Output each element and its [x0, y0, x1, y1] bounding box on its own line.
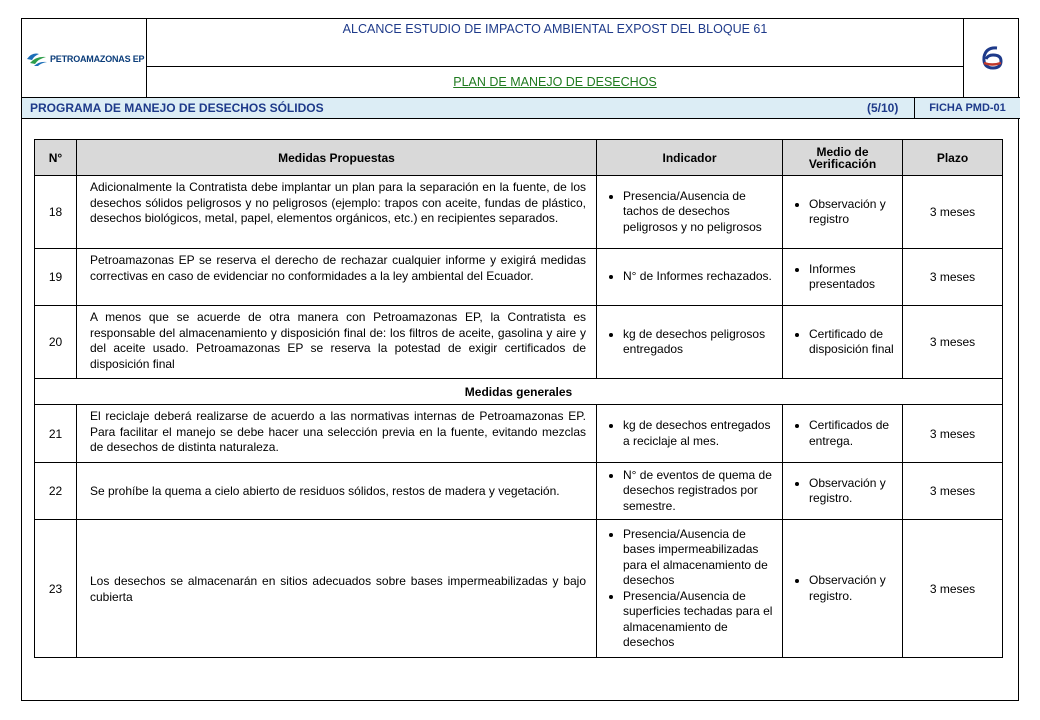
verification-cell	[783, 405, 903, 463]
column-header: Plazo	[903, 140, 1003, 176]
term-cell: 3 meses	[903, 520, 1003, 658]
measure-text: Petroamazonas EP se reserva el derecho de rechazar cualquier informe y exigirá medidas correctivas en caso de evidenciar no conformidades a la ley ambiental del Ecuador.	[77, 249, 597, 306]
row-number: 23	[35, 520, 77, 658]
measure-text: Adicionalmente la Contratista debe implantar un plan para la separación en la fuente, de los desechos sólidos peligrosos y no peligrosos (ejemplo: trapos con aceite, fundas de plástico, desechos biológicos, metal, papel, elementos orgánicos, etc.) en recipientes separados.	[77, 176, 597, 249]
indicator-cell	[597, 463, 783, 520]
logo-cell	[22, 19, 147, 97]
measure-text: El reciclaje deberá realizarse de acuerdo a las normativas internas de Petroamazonas EP. Para facilitar el manejo se debe hacer una selección previa en la fuente, evitando mezclas de desechos de distinta naturaleza.	[77, 405, 597, 463]
measure-text: Los desechos se almacenarán en sitios adecuados sobre bases impermeabilizadas y bajo cubierta	[77, 520, 597, 658]
table-row	[35, 405, 1003, 463]
verification-item: • Observación y registro.	[809, 476, 898, 507]
sheet-code: FICHA PMD-01	[914, 97, 1020, 119]
verification-item: • Observación y registro	[809, 197, 898, 228]
measures-table	[34, 139, 1003, 658]
column-header: Indicador	[597, 140, 783, 176]
indicator-cell	[597, 405, 783, 463]
indicator-cell	[597, 306, 783, 379]
subtitle-text: PLAN DE MANEJO DE DESECHOS	[453, 75, 657, 89]
indicator-item: • N° de Informes rechazados.	[623, 269, 778, 285]
indicator-item: • kg de desechos entregados a reciclaje al mes.	[623, 418, 778, 449]
document-title: ALCANCE ESTUDIO DE IMPACTO AMBIENTAL EXPOST DEL BLOQUE 61	[147, 19, 963, 67]
measure-text: A menos que se acuerde de otra manera con Petroamazonas EP, la Contratista es responsable del almacenamiento y disposición final de: los filtros de aceite, gasolina y aire y del aceite usado. Petroamazonas EP se reserva la potestad de exigir certificados de disposición final	[77, 306, 597, 379]
company-logo	[26, 51, 144, 67]
indicator-cell	[597, 520, 783, 658]
table-row	[35, 249, 1003, 306]
logo-text: PETROAMAZONAS EP	[50, 54, 145, 64]
term-cell: 3 meses	[903, 306, 1003, 379]
program-title: PROGRAMA DE MANEJO DE DESECHOS SÓLIDOS	[30, 101, 324, 115]
row-number: 19	[35, 249, 77, 306]
verification-cell	[783, 520, 903, 658]
verification-cell	[783, 176, 903, 249]
table-row	[35, 176, 1003, 249]
indicator-item: • Presencia/Ausencia de bases impermeabilizadas para el almacenamiento de desechos	[623, 527, 778, 589]
indicator-item: • Presencia/Ausencia de superficies techadas para el almacenamiento de desechos	[623, 589, 778, 651]
emblem-cell	[963, 19, 1020, 97]
term-cell: 3 meses	[903, 463, 1003, 520]
measure-text: Se prohíbe la quema a cielo abierto de residuos sólidos, restos de madera y vegetación.	[77, 463, 597, 520]
term-cell: 3 meses	[903, 405, 1003, 463]
row-number: 20	[35, 306, 77, 379]
indicator-cell	[597, 249, 783, 306]
verification-cell	[783, 249, 903, 306]
document-subtitle	[147, 67, 963, 97]
column-header: Medio de Verificación	[783, 140, 903, 176]
table-row	[35, 463, 1003, 520]
verification-item: • Certificado de disposición final	[809, 327, 898, 358]
table-row	[35, 306, 1003, 379]
indicator-item: • Presencia/Ausencia de tachos de desechos peligrosos y no peligrosos	[623, 189, 778, 236]
row-number: 18	[35, 176, 77, 249]
verification-cell	[783, 463, 903, 520]
verification-item: • Observación y registro.	[809, 573, 898, 604]
emblem-icon	[978, 44, 1006, 72]
verification-item: • Certificados de entrega.	[809, 418, 898, 449]
term-cell: 3 meses	[903, 249, 1003, 306]
indicator-item: • N° de eventos de quema de desechos registrados por semestre.	[623, 468, 778, 515]
verification-cell	[783, 306, 903, 379]
indicator-item: • kg de desechos peligrosos entregados	[623, 327, 778, 358]
column-header: Medidas Propuestas	[77, 140, 597, 176]
row-number: 22	[35, 463, 77, 520]
table-row	[35, 520, 1003, 658]
page-count: (5/10)	[867, 101, 899, 115]
term-cell: 3 meses	[903, 176, 1003, 249]
section-label: Medidas generales	[35, 379, 1003, 405]
verification-item: • Informes presentados	[809, 262, 898, 293]
row-number: 21	[35, 405, 77, 463]
logo-mark-icon	[26, 51, 48, 67]
table-header-row	[35, 140, 1003, 176]
column-header: N°	[35, 140, 77, 176]
indicator-cell	[597, 176, 783, 249]
program-band	[22, 97, 1020, 119]
section-row	[35, 379, 1003, 405]
